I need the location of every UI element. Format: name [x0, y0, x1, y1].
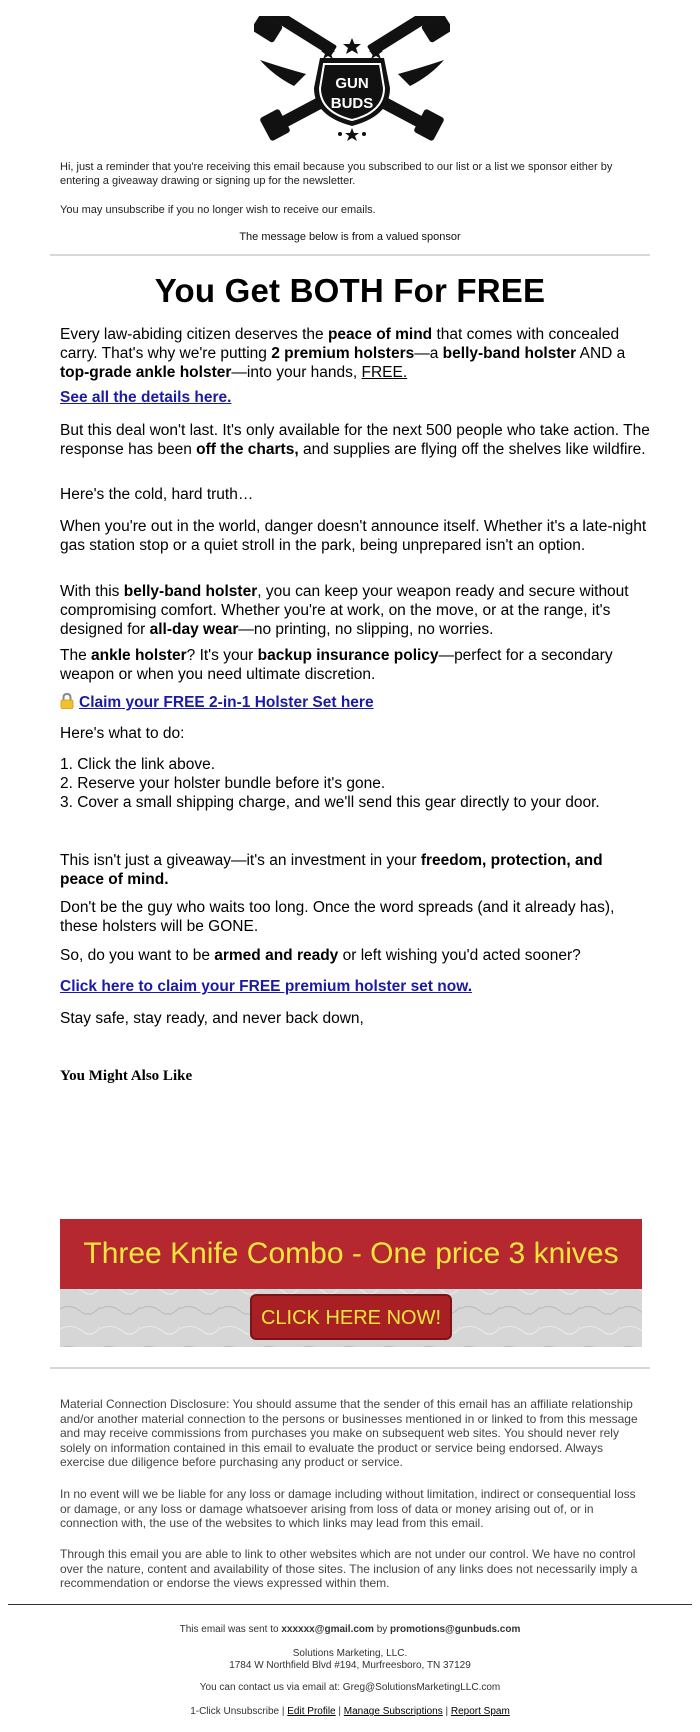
disclosure-liability: In no event will we be liable for any loss or damage including without limitation, indirect or consequential loss or damage, or any loss or damage whatsoever arising from loss of data or money arising out of, or in connection with, the use of the websites to which links may lead from this email.: [60, 1487, 636, 1530]
danger-paragraph: When you're out in the world, danger doesn't announce itself. Whether it's a late-night gas station stop or a quiet stroll in the park, being unprepared isn't an option.: [60, 518, 647, 554]
subscription-notice: Hi, just a reminder that you're receiving this email because you subscribed to our list or a list we sponsor either by entering a giveaway drawing or signing up for the newsletter.: [60, 161, 613, 187]
intro-paragraph: Every law-abiding citizen deserves the peace of mind that comes with concealed carry. That's why we're putting 2 premium holsters—a belly-band holster AND a top-grade ankle holster—into your hands, FREE.: [60, 326, 626, 381]
details-link[interactable]: See all the details here.: [60, 389, 232, 406]
signoff: Stay safe, stay ready, and never back down,: [60, 1010, 364, 1027]
banner-cta-label: CLICK HERE NOW!: [260, 1307, 442, 1329]
sponsor-notice: The message below is from a valued sponsor: [239, 231, 461, 243]
todo-heading: Here's what to do:: [60, 725, 185, 742]
details-link-line: [60, 388, 650, 407]
deal-paragraph: But this deal won't last. It's only available for the next 500 people who take action. The response has been off the charts, and supplies are flying off the shelves like wildfire.: [60, 422, 650, 458]
steps-list: [60, 755, 650, 812]
headline: You Get BOTH For FREE: [154, 272, 546, 309]
gunbuds-logo: [254, 16, 450, 150]
invest-paragraph: This isn't just a giveaway—it's an investment in your freedom, protection, and peace of mind.: [60, 852, 603, 888]
claim-link-line: [60, 693, 650, 712]
knife-combo-banner[interactable]: [60, 1219, 642, 1347]
belly-paragraph: With this belly-band holster, you can keep your weapon ready and secure without compromising comfort. Whether you're at work, on the move, or at the range, it's designed for all-day wear—no printing, no slipping, no worries.: [60, 583, 629, 638]
banner-headline: Three Knife Combo - One price 3 knives: [83, 1237, 619, 1270]
claim-link[interactable]: Claim your FREE 2-in-1 Holster Set here: [79, 694, 374, 711]
report-spam-link[interactable]: Report Spam: [450, 1706, 510, 1717]
recipient-email: xxxxxx@gmail.com: [281, 1624, 374, 1635]
logo-line1: GUN: [335, 75, 369, 92]
footer-links: 1-Click Unsubscribe | Edit Profile | Manage Subscriptions | Report Spam: [190, 1706, 510, 1717]
lock-icon: [60, 693, 74, 709]
unsubscribe-notice: You may unsubscribe if you no longer wish to receive our emails.: [60, 204, 376, 216]
sent-to-line: This email was sent to xxxxxx@gmail.com by promotions@gunbuds.com: [179, 1624, 521, 1635]
company-address: 1784 W Northfield Blvd #194, Murfreesboro, TN 37129: [229, 1660, 471, 1671]
manage-subscriptions-link[interactable]: Manage Subscriptions: [343, 1706, 443, 1717]
step-item: 1. Click the link above.: [60, 756, 216, 773]
step-item: 3. Cover a small shipping charge, and we'll send this gear directly to your door.: [60, 794, 600, 811]
also-like-heading: You Might Also Like: [60, 1068, 193, 1084]
divider: [50, 1367, 650, 1369]
logo-line2: BUDS: [330, 95, 374, 112]
step-item: 2. Reserve your holster bundle before it's gone.: [60, 775, 386, 792]
company-name: Solutions Marketing, LLC.: [292, 1648, 408, 1659]
divider: [50, 254, 650, 256]
truth-paragraph: Here's the cold, hard truth…: [60, 486, 254, 503]
armed-paragraph: So, do you want to be armed and ready or left wishing you'd acted sooner?: [60, 947, 581, 964]
one-click-unsubscribe[interactable]: 1-Click Unsubscribe: [190, 1706, 280, 1717]
footer-divider: [8, 1604, 692, 1605]
final-link-line: [60, 977, 650, 996]
ankle-paragraph: The ankle holster? It's your backup insurance policy—perfect for a secondary weapon or when you need ultimate discretion.: [60, 647, 613, 683]
sender-email: promotions@gunbuds.com: [390, 1624, 521, 1635]
edit-profile-link[interactable]: Edit Profile: [287, 1706, 336, 1717]
disclosure-links: Through this email you are able to link to other websites which are not under our control. We have no control over the nature, content and availability of those sites. The inclusion of any links does not necessarily imply a recommendation or endorse the views expressed within them.: [60, 1547, 638, 1590]
contact-line: You can contact us via email at: Greg@SolutionsMarketingLLC.com: [199, 1682, 501, 1693]
wait-paragraph: Don't be the guy who waits too long. Once the word spreads (and it already has), these holsters will be GONE.: [60, 899, 615, 935]
disclosure-material: Material Connection Disclosure: You should assume that the sender of this email has an affiliate relationship and/or another material connection to the persons or businesses mentioned in or linked to from this message and may receive commissions from purchases you make on subsequent web sites. You should never rely solely on information contained in this email to evaluate the product or service being endorsed. Always exercise due diligence before purchasing any product or service.: [60, 1397, 638, 1469]
final-claim-link[interactable]: Click here to claim your FREE premium holster set now.: [60, 978, 472, 995]
